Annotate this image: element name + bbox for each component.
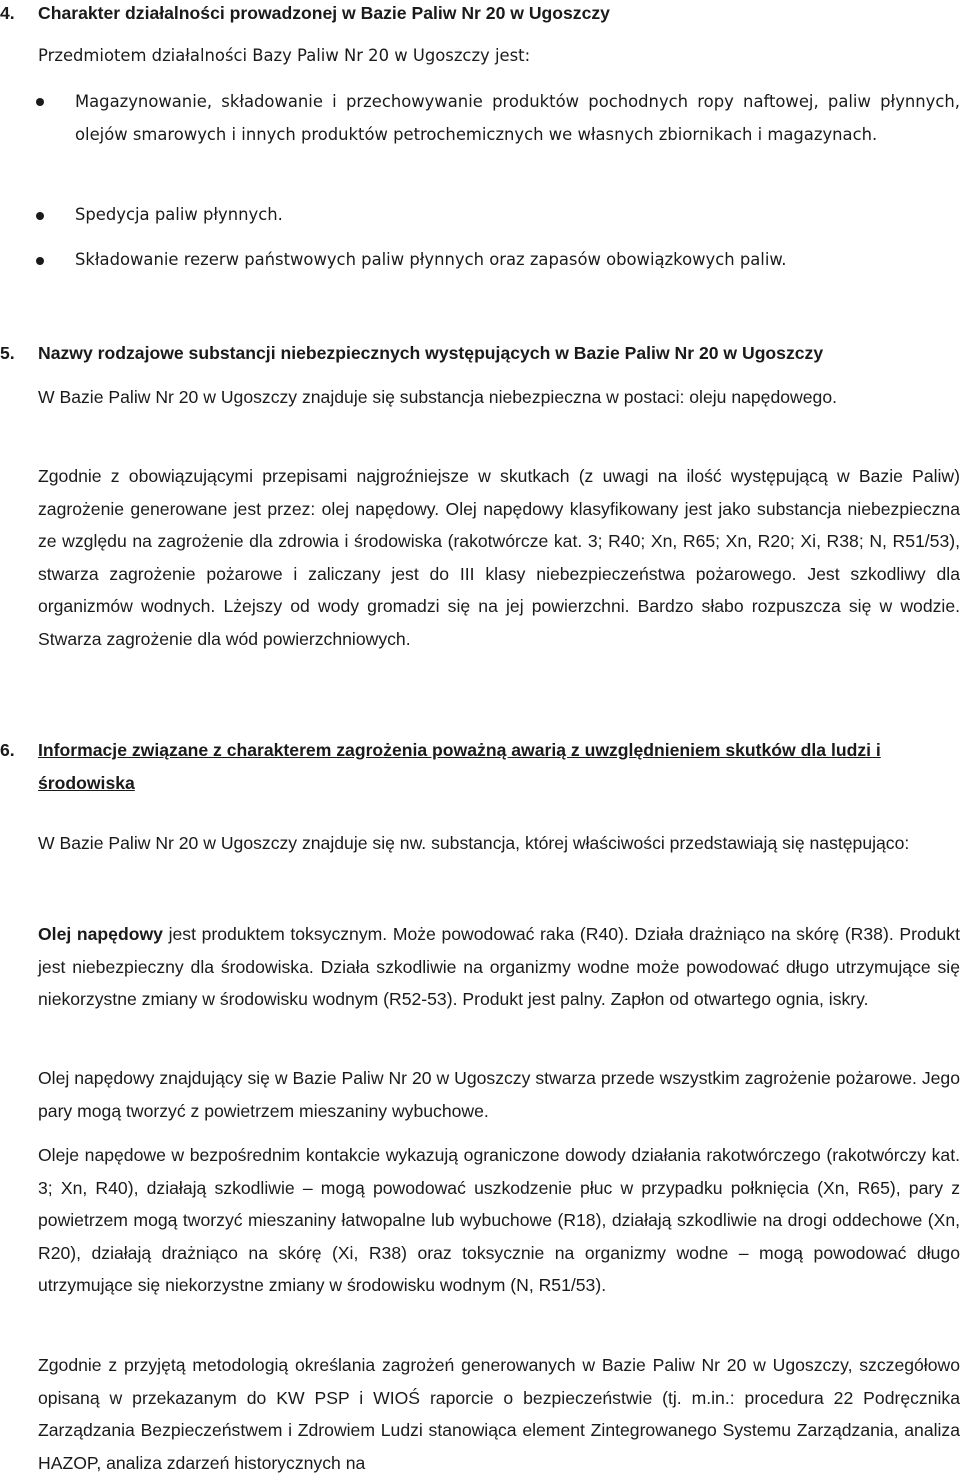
section-title: Charakter działalności prowadzonej w Bazie Paliw Nr 20 w Ugoszczy [38,3,610,23]
bullet-dot [36,257,44,265]
section-4-intro: Przedmiotem działalności Bazy Paliw Nr 20 w Ugoszczy jest: [38,46,531,65]
section-number: 5. [0,343,15,363]
paragraph: Olej napędowy znajdujący się w Bazie Paliw Nr 20 w Ugoszczy stwarza przede wszystkim zagrożenie pożarowe. Jego pary mogą tworzyć z powietrzem mieszaniny wybuchowe. [38,1068,960,1121]
section-title: Nazwy rodzajowe substancji niebezpiecznych występujących w Bazie Paliw Nr 20 w Ugoszczy [38,343,824,363]
section-number: 4. [0,3,15,23]
list-item: Spedycja paliw płynnych. [75,205,283,224]
list-item: Magazynowanie, składowanie i przechowywanie produktów pochodnych ropy naftowej, paliw płynnych, olejów smarowych i innych produktów petrochemicznych we własnych zbiornikach i magazynach. [75,92,960,144]
paragraph: Zgodnie z przyjętą metodologią określania zagrożeń generowanych w Bazie Paliw Nr 20 w Ugoszczy, szczegółowo opisaną w przekazanym do KW PSP i WIOŚ raporcie o bezpieczeństwie (tj. m.in.: procedura 22 Podręcznika Zarządzania Bezpieczeństwem i Zdrowiem Ludzi stanowiąca element Zintegrowanego Systemu Zarządzania, analiza HAZOP, analiza zdarzeń historycznych na [38,1355,960,1473]
section-title: Informacje związane z charakterem zagrożenia poważną awarią z uwzględnieniem skutków dla ludzi i środowiska [38,740,881,793]
paragraph: W Bazie Paliw Nr 20 w Ugoszczy znajduje się substancja niebezpieczna w postaci: oleju napędowego. [38,387,837,407]
paragraph: Zgodnie z obowiązującymi przepisami najgroźniejsze w skutkach (z uwagi na ilość występującą w Bazie Paliw) zagrożenie generowane jest przez: olej napędowy. Olej napędowy klasyfikowany jest jako substancja niebezpieczna ze względu na zagrożenie dla zdrowia i środowiska (rakotwórcze kat. 3; R40; Xn, R65; Xn, R20; Xi, R38; N, R51/53), stwarza zagrożenie pożarowe i zaliczany jest do III klasy niebezpieczeństwa pożarowego. Jest szkodliwy dla organizmów wodnych. Lżejszy od wody gromadzi się na jej powierzchni. Bardzo słabo rozpuszcza się w wodzie. Stwarza zagrożenie dla wód powierzchniowych. [38,466,960,649]
paragraph: Oleje napędowe w bezpośrednim kontakcie wykazują ograniczone dowody działania rakotwórczego (rakotwórczy kat. 3; Xn, R40), działają szkodliwie – mogą powodować uszkodzenie płuc w przypadku połknięcia (Xn, R65), pary z powietrzem mogą tworzyć mieszaniny łatwopalne lub wybuchowe (R18), działają szkodliwie na drogi oddechowe (Xn, R20), działają drażniąco na skórę (Xi, R38) oraz toksycznie na organizmy wodne – mogą powodować długo utrzymujące się niekorzystne zmiany w środowisku wodnym (N, R51/53). [38,1145,960,1295]
bullet-dot [36,212,44,220]
list-item: Składowanie rezerw państwowych paliw płynnych oraz zapasów obowiązkowych paliw. [75,250,787,269]
section-number: 6. [0,740,15,760]
bullet-dot [36,98,44,106]
paragraph [38,918,960,1016]
paragraph: W Bazie Paliw Nr 20 w Ugoszczy znajduje się nw. substancja, której właściwości przedstawiają się następująco: [38,833,910,853]
paragraph-rest: jest produktem toksycznym. Może powodować raka (R40). Działa drażniąco na skórę (R38). Produkt jest niebezpieczny dla środowiska. Działa szkodliwie na organizmy wodne może powodować długo utrzymujące się niekorzystne zmiany w środowisku wodnym (R52-53). Produkt jest palny. Zapłon od otwartego ognia, iskry. [38,924,960,1009]
bold-term: Olej napędowy [38,924,163,944]
